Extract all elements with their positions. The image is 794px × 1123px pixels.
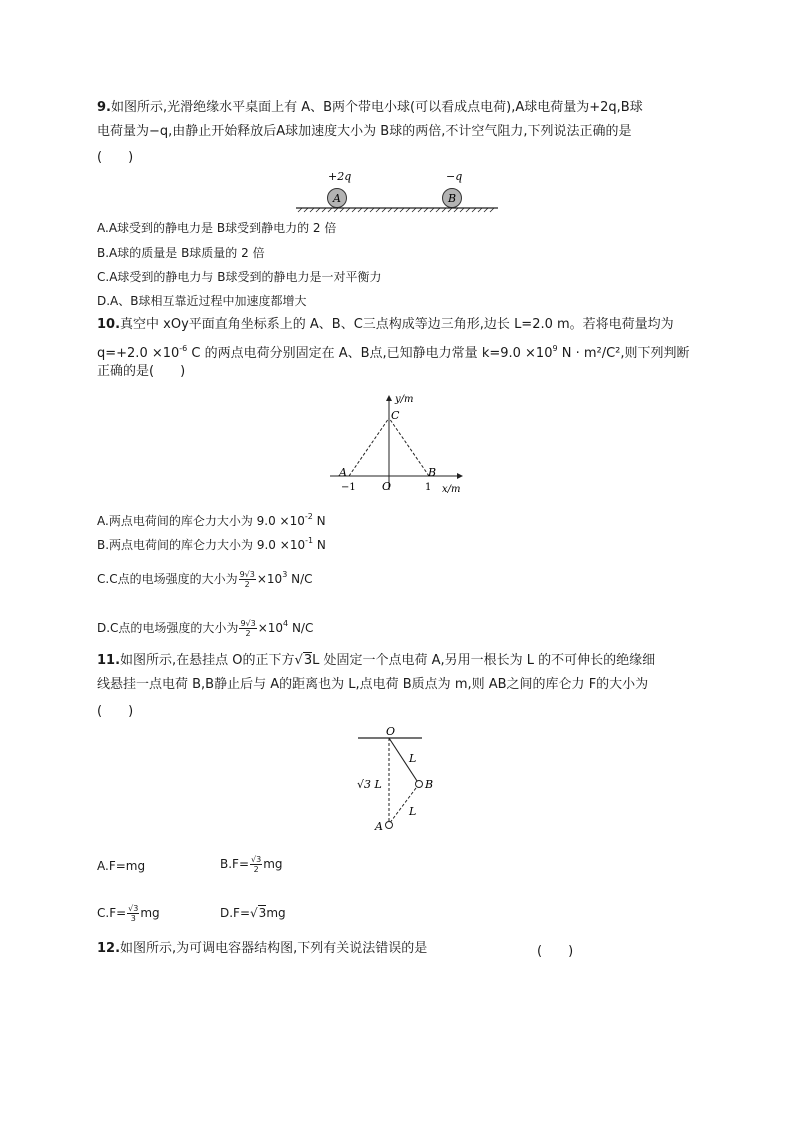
q10-number: 10. xyxy=(97,317,121,332)
q12-number: 12. xyxy=(97,941,121,956)
q9-option-b: B.A球的质量是 B球质量的 2 倍 xyxy=(97,246,265,260)
q9-fig-label-a: A xyxy=(333,192,341,205)
q11-fig-charge-a xyxy=(386,822,393,829)
q9-fig-charge-a: +2q xyxy=(328,170,352,183)
q10-fig-label-a: A xyxy=(339,466,347,479)
q11-line2: 线悬挂一点电荷 B,B静止后与 A的距离也为 L,点电荷 B质点为 m,则 AB之间的库仑力 F的大小为 xyxy=(97,677,649,692)
q9-option-a: A.A球受到的静电力是 B球受到静电力的 2 倍 xyxy=(97,221,337,235)
q11-fig-label-sqrt3l: √3 L xyxy=(357,778,382,791)
q9-option-c: C.A球受到的静电力与 B球受到的静电力是一对平衡力 xyxy=(97,270,382,284)
q10-fig-xlabel: x/m xyxy=(442,484,461,495)
q9-line2: 电荷量为−q,由静止开始释放后A球加速度大小为 B球的两倍,不计空气阻力,下列说法正确的是 xyxy=(97,124,632,139)
q10-option-d: D.C点的电场强度的大小为 $\frac{9√3}{2}$ $\times 10^4$ N/C xyxy=(97,619,314,638)
q9-fig-label-b: B xyxy=(448,192,457,205)
q10-fig-ylabel: y/m xyxy=(395,394,414,405)
q10-fig-tick-pos: 1 xyxy=(425,482,432,493)
q10-fig-side-ac xyxy=(349,418,389,476)
q10-text-1: 真空中 xOy平面直角坐标系上的 A、B、C三点构成等边三角形,边长 L=2.0 m。若将电荷量均为 xyxy=(120,317,674,332)
q10-fig-side-bc xyxy=(389,418,429,476)
q11-option-c-fraction: $\frac{√3}{3}$ xyxy=(128,904,139,923)
q11-option-b: B.F= $\frac{√3}{2}$ mg xyxy=(220,855,283,874)
q10-fig-label-c: C xyxy=(391,409,400,422)
q9-fig-charge-b: −q xyxy=(446,170,463,183)
q10-fig-origin: O xyxy=(382,480,392,493)
q11-fig-label-a: A xyxy=(375,820,383,833)
q11-option-c: C.F= $\frac{√3}{3}$ mg xyxy=(97,904,160,923)
q9-line1 xyxy=(97,99,643,117)
q11-option-b-fraction: $\frac{√3}{2}$ xyxy=(251,855,262,874)
q11-fig-label-b: B xyxy=(425,778,434,791)
q10-text-2b: C 的两点电荷分别固定在 A、B点,已知静电力常量 k=9.0 ×10 xyxy=(187,346,553,361)
q10-line1 xyxy=(97,316,674,334)
q11-option-d: D.F=√3mg xyxy=(220,906,286,920)
q10-option-d-fraction: $\frac{9√3}{2}$ xyxy=(240,619,256,638)
q10-line3: 正确的是( ) xyxy=(97,364,186,379)
q10-option-a: A.两点电荷间的库仑力大小为 $9.0 \times 10^{-2}$ N xyxy=(97,512,326,528)
q11-fig-label-o: O xyxy=(386,725,396,738)
q12-line1: 12.如图所示,为可调电容器结构图,下列有关说法错误的是 xyxy=(97,941,428,956)
q11-answer-paren: ( ) xyxy=(97,704,134,719)
q11-fig-label-l1: L xyxy=(409,752,417,765)
q9-figure xyxy=(290,168,502,214)
q10-text-2c: N · m²/C²,则下列判断 xyxy=(557,346,690,361)
q11-fig-charge-b xyxy=(416,781,423,788)
q10-option-c: C.C点的电场强度的大小为 $\frac{9√3}{2}$ $\times 10^3$ N/C xyxy=(97,570,313,589)
q9-answer-paren: ( ) xyxy=(97,150,134,165)
q9-fig-table-hatch xyxy=(298,208,494,212)
q10-fig-label-b: B xyxy=(428,466,437,479)
q10-option-b: B.两点电荷间的库仑力大小为 $9.0 \times 10^{-1}$ N xyxy=(97,536,326,552)
q11-option-a: A.F=mg xyxy=(97,859,146,873)
q9-text-1: 如图所示,光滑绝缘水平桌面上有 A、B两个带电小球(可以看成点电荷),A球电荷量为+2q,B球 xyxy=(110,100,643,115)
q10-exp-2: 9 xyxy=(552,344,558,353)
q11-line1: 11.如图所示,在悬挂点 O的正下方√3L 处固定一个点电荷 A,另用一根长为 L 的不可伸长的绝缘细 xyxy=(97,653,656,668)
q10-fig-tick-neg: −1 xyxy=(341,482,356,493)
q10-text-2a: q=+2.0 ×10 xyxy=(97,346,180,361)
q10-exp-1: -6 xyxy=(179,344,188,353)
q10-figure xyxy=(325,390,470,498)
q9-number: 9. xyxy=(97,100,111,115)
q11-number: 11. xyxy=(97,653,121,668)
q11-fig-label-l2: L xyxy=(409,805,417,818)
q11-figure xyxy=(355,724,440,836)
q10-option-c-fraction: $\frac{9√3}{2}$ xyxy=(239,570,255,589)
q12-answer-paren: ( ) xyxy=(537,944,574,959)
q11-fig-ab-line xyxy=(389,784,419,824)
q9-option-d: D.A、B球相互靠近过程中加速度都增大 xyxy=(97,294,307,308)
q10-line2 xyxy=(97,340,690,363)
q11-sqrt: √3 xyxy=(294,653,313,668)
